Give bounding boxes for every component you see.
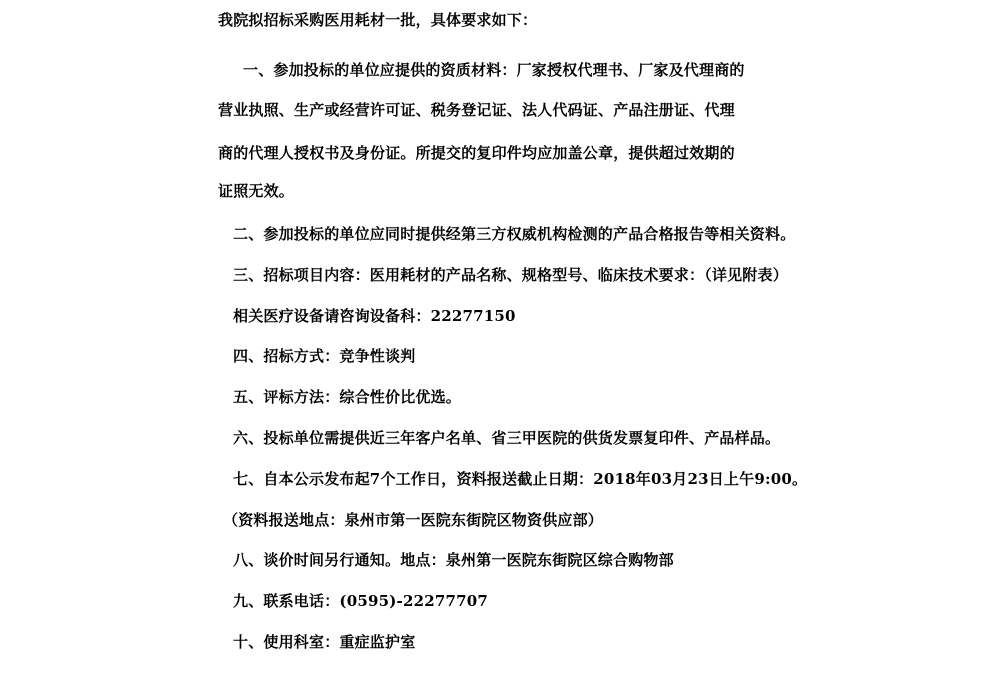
item-7-location: （资料报送地点：泉州市第一医院东街院区物资供应部）: [223, 511, 604, 529]
item-1-line-3: 商的代理人授权书及身份证。所提交的复印件均应加盖公章，提供超过效期的: [218, 144, 735, 162]
item-1-line-4: 证照无效。: [218, 182, 295, 200]
item-6: 六、投标单位需提供近三年客户名单、省三甲医院的供货发票复印件、产品样品。: [233, 429, 781, 447]
item-5: 五、评标方法：综合性价比优选。: [233, 388, 462, 406]
item-3-contact: 相关医疗设备请咨询设备科：22277150: [233, 307, 516, 325]
item-9-phone: 九、联系电话：(0595)-22277707: [233, 592, 489, 610]
item-8: 八、谈价时间另行通知。地点：泉州第一医院东街院区综合购物部: [233, 551, 674, 569]
intro-text: 我院拟招标采购医用耗材一批，具体要求如下：: [218, 11, 538, 29]
item-7: 七、自本公示发布起7个工作日，资料报送截止日期：2018年03月23日上午9:00。: [233, 470, 808, 488]
item-1-line-2: 营业执照、生产或经营许可证、税务登记证、法人代码证、产品注册证、代理: [218, 101, 735, 119]
item-4: 四、招标方式：竞争性谈判: [233, 347, 416, 365]
item-1-line-1: 一、参加投标的单位应提供的资质材料：厂家授权代理书、厂家及代理商的: [243, 61, 745, 79]
item-3: 三、招标项目内容：医用耗材的产品名称、规格型号、临床技术要求：（详见附表）: [233, 266, 788, 284]
item-10-department: 十、使用科室：重症监护室: [233, 633, 416, 651]
item-2: 二、参加投标的单位应同时提供经第三方权威机构检测的产品合格报告等相关资料。: [233, 225, 796, 243]
